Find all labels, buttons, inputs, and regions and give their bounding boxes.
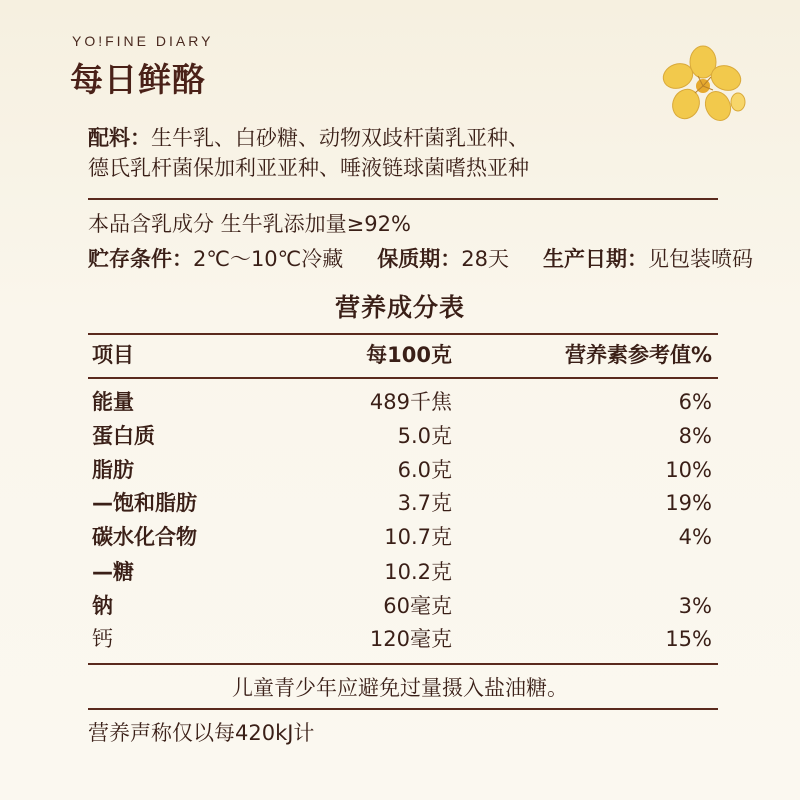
brand-english: YO!FINE DIARY [72, 33, 214, 49]
shelf-life-label: 保质期： [377, 247, 462, 271]
row-item: 钠 [92, 594, 113, 618]
header-item: 项目 [92, 343, 134, 367]
table-row [88, 591, 712, 621]
header-per-100g: 每100克 [366, 343, 452, 367]
table-row [88, 387, 712, 417]
row-item: 能量 [92, 390, 134, 414]
table-row [88, 488, 712, 518]
row-nrv: 6% [678, 390, 712, 414]
table-row [88, 557, 712, 587]
row-item: 碳水化合物 [92, 525, 197, 549]
row-item: 脂肪 [92, 458, 134, 482]
row-amount: 120毫克 [369, 627, 452, 651]
nutrition-claim-footnote: 营养声称仅以每420kJ计 [88, 721, 315, 745]
row-amount: 3.7克 [397, 491, 452, 515]
row-nrv: 4% [678, 525, 712, 549]
storage-label: 贮存条件： [88, 247, 193, 271]
row-amount: 60毫克 [383, 594, 452, 618]
table-row [88, 455, 712, 485]
storage-value: 2℃～10℃冷藏 [193, 247, 344, 271]
header-nrv: 营养素参考值% [564, 343, 712, 367]
nutrition-table-title: 营养成分表 [334, 293, 465, 322]
table-header-rule [88, 377, 718, 379]
production-date-label: 生产日期： [543, 247, 648, 271]
row-item: —饱和脂肪 [92, 491, 197, 515]
row-item: 蛋白质 [92, 424, 155, 448]
table-row [88, 421, 712, 451]
row-amount: 10.2克 [384, 560, 452, 584]
row-nrv: 10% [665, 458, 712, 482]
row-amount: 10.7克 [384, 525, 452, 549]
ingredients-block [88, 123, 728, 183]
row-item: —糖 [92, 560, 134, 584]
row-nrv: 19% [665, 491, 712, 515]
shelf-life-value: 28天 [461, 247, 509, 271]
row-amount: 6.0克 [397, 458, 452, 482]
row-nrv: 8% [678, 424, 712, 448]
ingredients-label: 配料： [88, 126, 151, 150]
row-item: 钙 [92, 627, 113, 651]
storage-line [88, 245, 753, 273]
ingredients-line-1: 生牛乳、白砂糖、动物双歧杆菌乳亚种、 [151, 126, 529, 150]
table-header-row [88, 340, 712, 370]
table-row [88, 522, 712, 552]
osmanthus-flower-icon [660, 44, 746, 124]
table-bottom-rule [88, 663, 718, 665]
ingredients-line-2: 德氏乳杆菌保加利亚亚种、唾液链球菌嗜热亚种 [88, 156, 529, 180]
row-nrv: 3% [678, 594, 712, 618]
table-row [88, 624, 712, 654]
production-date-value: 见包装喷码 [648, 247, 753, 271]
row-amount: 5.0克 [397, 424, 452, 448]
row-amount: 489千焦 [369, 390, 452, 414]
table-top-rule [88, 333, 718, 335]
brand-logo-chinese: 每日鲜酪 [70, 60, 206, 99]
row-nrv: 15% [665, 627, 712, 651]
milk-content-text: 本品含乳成分 生牛乳添加量≥92% [88, 212, 411, 236]
divider [88, 198, 718, 200]
footer-rule [88, 708, 718, 710]
health-warning: 儿童青少年应避免过量摄入盐油糖。 [232, 676, 568, 700]
